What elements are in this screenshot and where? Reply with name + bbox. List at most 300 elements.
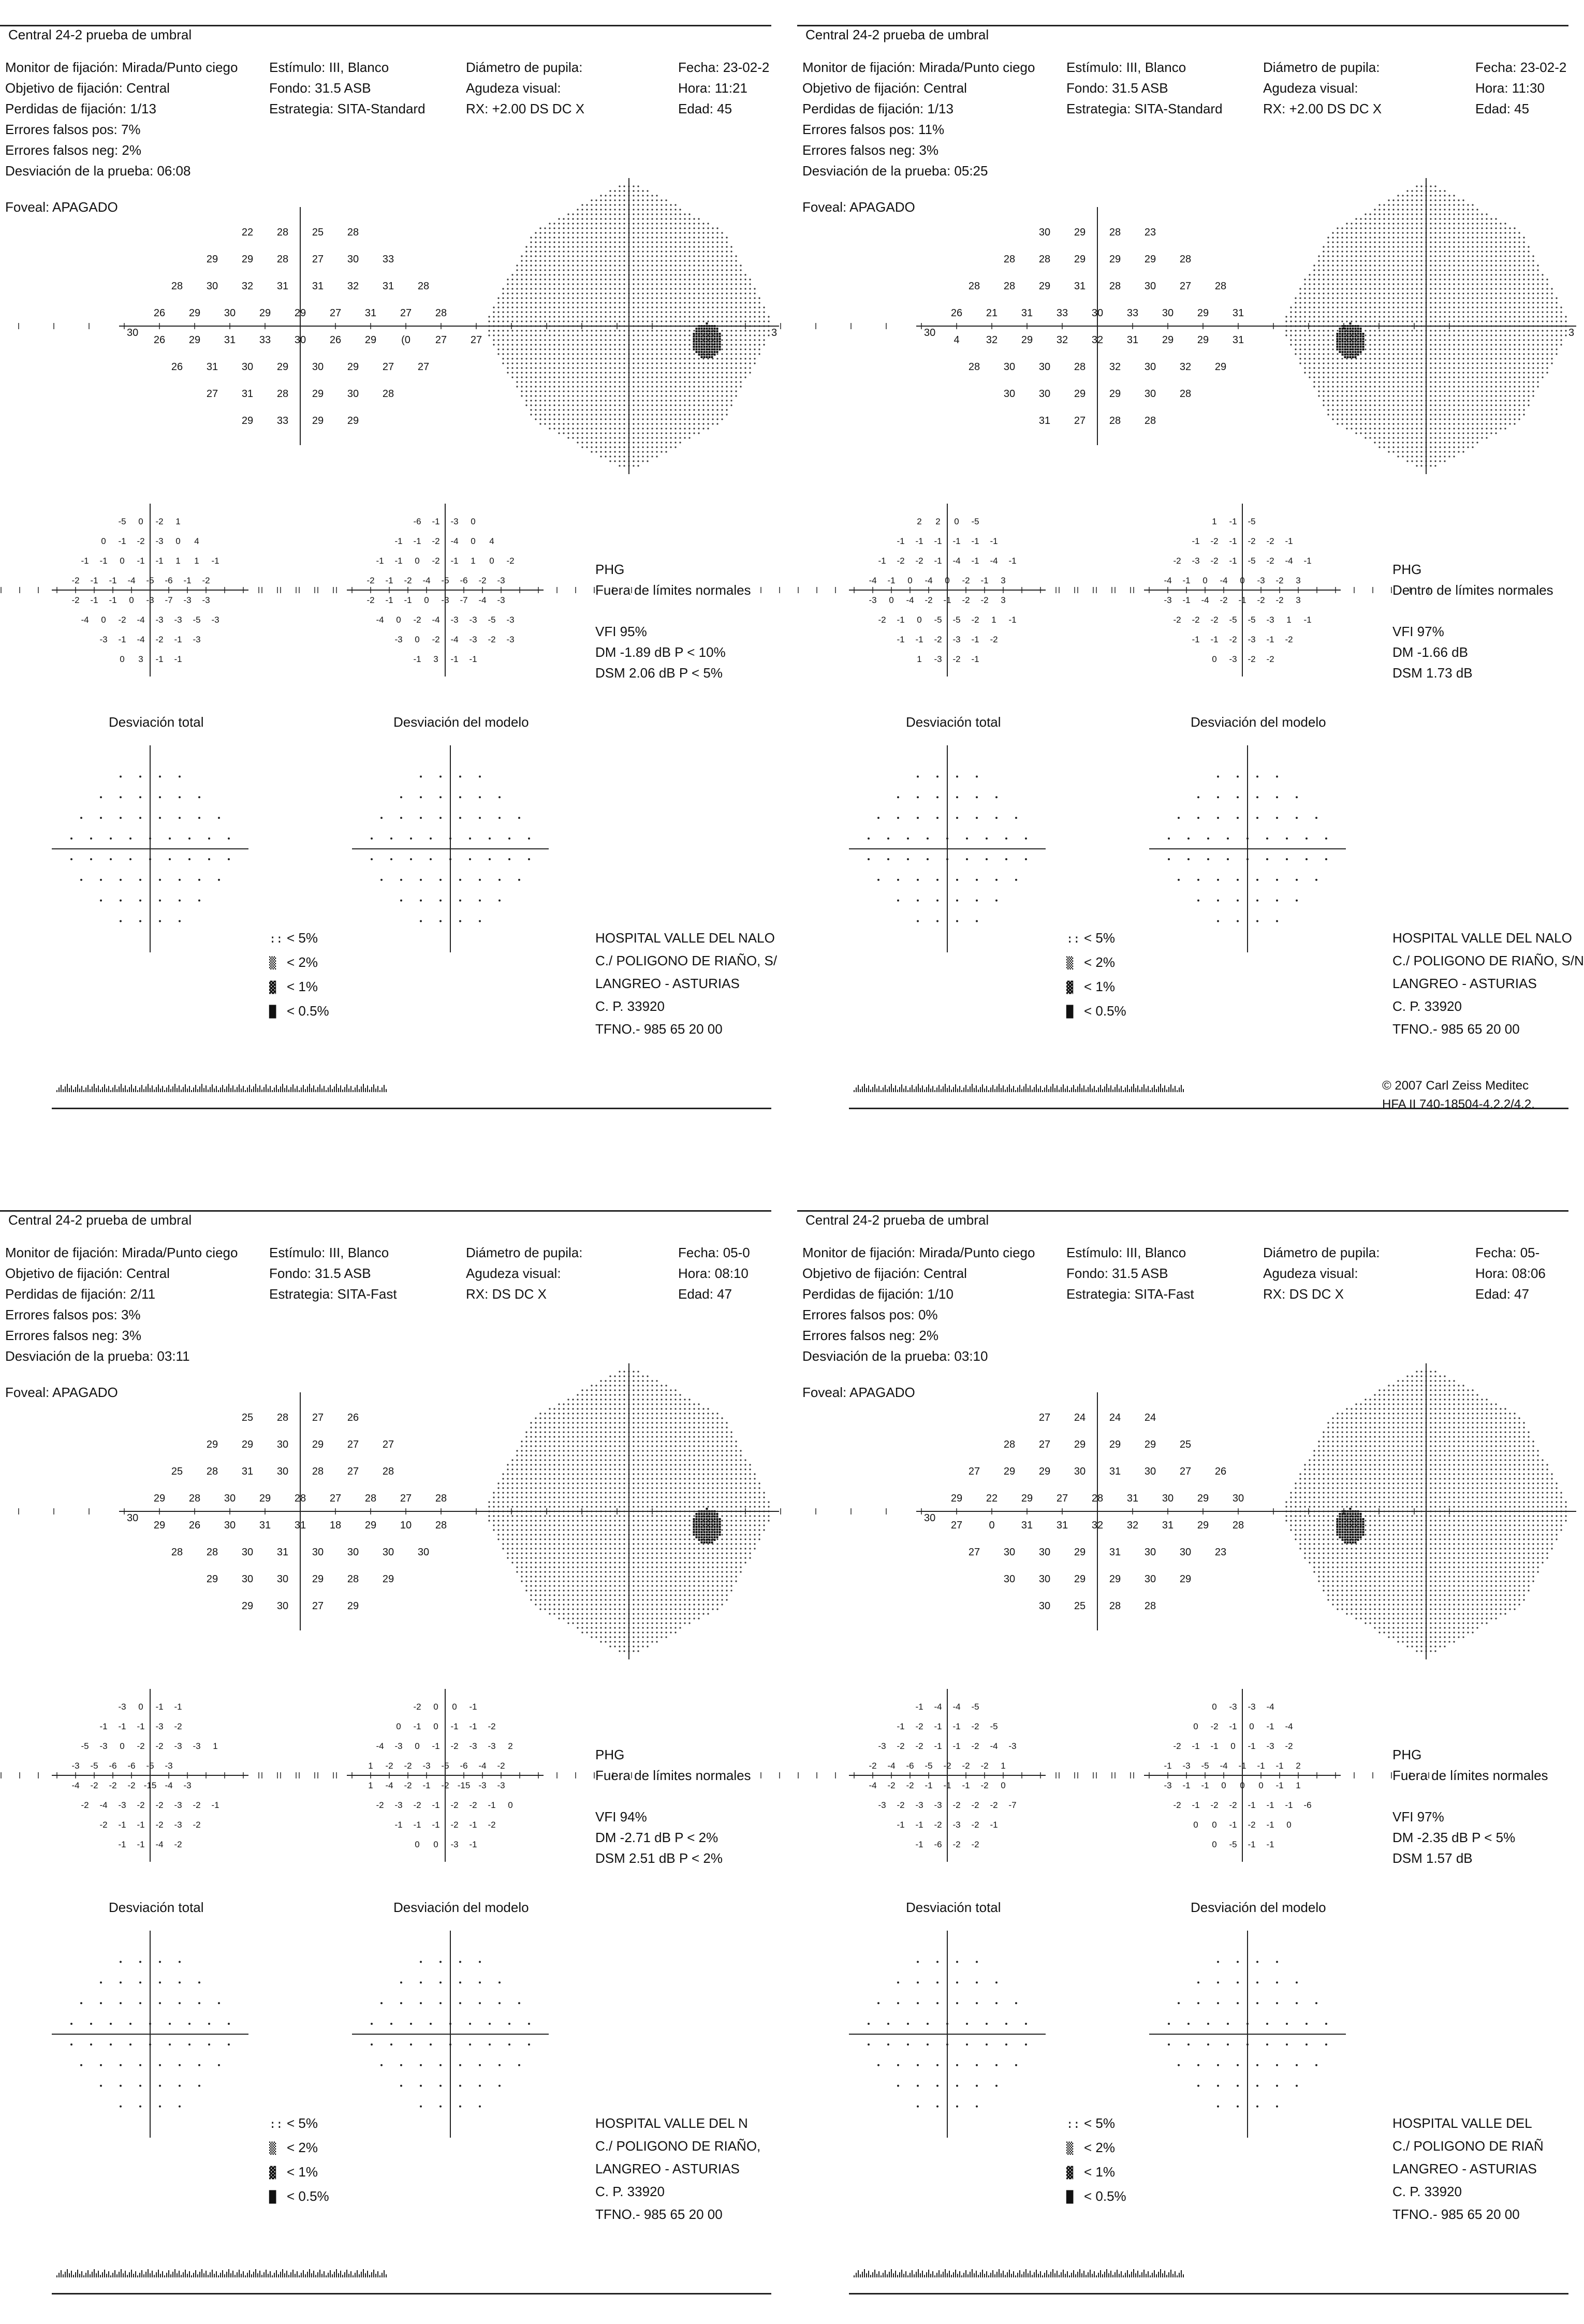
field-dot [698, 278, 699, 280]
field-dot [1462, 330, 1464, 331]
field-dot [558, 381, 560, 383]
field-dot [1318, 344, 1319, 345]
field-dot [1528, 292, 1529, 294]
field-dot [661, 232, 662, 233]
field-dot [698, 237, 699, 238]
field-dot [1416, 320, 1417, 322]
field-dot [693, 274, 695, 275]
field-dot [661, 339, 662, 341]
field-dot [539, 400, 541, 401]
field-dot [674, 218, 676, 219]
legend-symbol-icon: ▓ [269, 977, 287, 999]
field-dot [735, 376, 737, 378]
field-dot [553, 372, 555, 373]
field-dot [1402, 227, 1403, 229]
field-dot [1397, 204, 1399, 205]
field-dot [572, 437, 574, 438]
field-dot [1532, 288, 1534, 289]
field-dot [642, 213, 643, 215]
field-dot [754, 339, 755, 341]
field-dot [549, 353, 550, 355]
field-dot [1504, 320, 1506, 322]
field-dot [1420, 306, 1422, 308]
field-dot [1411, 311, 1413, 313]
grid-value: -4 [450, 536, 458, 546]
field-dot [549, 344, 550, 345]
grid-value: 30 [242, 361, 253, 373]
field-dot [619, 442, 620, 443]
field-dot [595, 232, 597, 233]
field-dot [1453, 320, 1455, 322]
field-dot [544, 386, 546, 387]
field-dot [642, 353, 643, 355]
field-dot [1327, 320, 1329, 322]
field-dot [1546, 306, 1548, 308]
field-dot [619, 372, 620, 373]
field-dot [581, 437, 583, 438]
field-dot [1537, 278, 1538, 280]
field-dot [1542, 316, 1543, 317]
field-dot [721, 302, 723, 303]
field-dot [693, 395, 695, 396]
field-dot [563, 372, 564, 373]
field-dot [1346, 255, 1347, 257]
field-dot [605, 292, 606, 294]
field-dot [567, 404, 569, 406]
blind-spot-mark [693, 335, 695, 337]
field-dot [730, 246, 732, 247]
field-dot [614, 223, 615, 224]
field-dot [586, 381, 588, 383]
field-dot [633, 395, 634, 396]
field-dot [1318, 274, 1319, 275]
grid-value: 30 [347, 388, 359, 400]
field-dot [535, 241, 536, 243]
grid-value: 31 [1021, 307, 1033, 319]
field-dot [609, 460, 611, 462]
field-dot [749, 302, 751, 303]
field-dot [665, 241, 667, 243]
field-dot [1388, 283, 1389, 285]
field-dot [679, 423, 681, 424]
field-dot [553, 237, 555, 238]
field-dot [1411, 297, 1413, 299]
field-dot [605, 213, 606, 215]
field-dot [530, 278, 532, 280]
field-dot [651, 241, 653, 243]
field-dot [1397, 241, 1399, 243]
field-dot [1365, 288, 1366, 289]
grid-value: 28 [1109, 415, 1121, 426]
field-dot [1430, 283, 1431, 285]
field-dot [591, 437, 592, 438]
blind-spot-mark [706, 341, 708, 343]
field-dot [1323, 264, 1324, 266]
field-dot [525, 358, 527, 359]
field-dot [609, 381, 611, 383]
field-dot [549, 283, 550, 285]
field-dot [535, 246, 536, 247]
field-dot [698, 381, 699, 383]
field-dot [716, 227, 718, 229]
field-dot [1304, 339, 1306, 341]
field-dot [1313, 316, 1315, 317]
field-dot [1360, 255, 1361, 257]
prob-point [479, 775, 481, 777]
field-dot [595, 362, 597, 364]
field-dot [1439, 269, 1441, 271]
field-dot [563, 218, 564, 219]
field-dot [1453, 237, 1455, 238]
field-dot [1462, 278, 1464, 280]
field-dot [614, 213, 615, 215]
field-dot [619, 288, 620, 289]
field-dot [1467, 274, 1469, 275]
info-line: Fondo: 31.5 ASB [1066, 78, 1223, 98]
field-dot [735, 390, 737, 392]
field-dot [651, 386, 653, 387]
field-dot [749, 288, 751, 289]
field-dot [749, 316, 751, 317]
field-dot [1383, 283, 1385, 285]
field-dot [633, 297, 634, 299]
field-dot [679, 334, 681, 336]
field-dot [1313, 306, 1315, 308]
field-dot [535, 418, 536, 420]
field-dot [693, 269, 695, 271]
field-dot [614, 432, 615, 434]
blind-spot-mark [716, 328, 718, 330]
field-dot [544, 344, 546, 345]
field-dot [1411, 260, 1413, 261]
field-dot [581, 306, 583, 308]
field-dot [595, 381, 597, 383]
field-dot [535, 414, 536, 415]
field-dot [651, 213, 653, 215]
field-dot [1462, 232, 1464, 233]
field-dot [1467, 306, 1469, 308]
field-dot [544, 316, 546, 317]
field-dot [674, 432, 676, 434]
field-dot [600, 390, 602, 392]
field-dot [1444, 237, 1445, 238]
field-dot [1406, 334, 1408, 336]
blind-spot-mark [711, 348, 713, 350]
field-dot [1365, 353, 1366, 355]
field-dot [595, 344, 597, 345]
field-dot [1430, 185, 1431, 187]
field-dot [1397, 218, 1399, 219]
field-dot [605, 264, 606, 266]
field-dot [637, 223, 639, 224]
field-dot [1365, 251, 1366, 252]
field-dot [1369, 334, 1371, 336]
field-dot [1430, 353, 1431, 355]
field-dot [1416, 344, 1417, 345]
field-dot [516, 306, 518, 308]
prob-point [420, 900, 422, 902]
field-dot [1351, 274, 1352, 275]
blind-spot-mark [714, 333, 716, 335]
field-dot [614, 339, 615, 341]
field-dot [1313, 320, 1315, 322]
grid-value: -4 [422, 576, 430, 585]
field-dot [502, 358, 504, 359]
field-dot [1416, 306, 1417, 308]
field-dot [1495, 306, 1497, 308]
field-dot [693, 283, 695, 285]
field-dot [1318, 278, 1319, 280]
field-dot [581, 223, 583, 224]
field-dot [530, 344, 532, 345]
field-dot [1458, 302, 1459, 303]
field-dot [1514, 348, 1515, 350]
field-dot [1439, 297, 1441, 299]
field-dot [591, 320, 592, 322]
field-dot [661, 320, 662, 322]
field-dot [591, 330, 592, 331]
field-dot [1430, 320, 1431, 322]
field-dot [665, 442, 667, 443]
field-dot [670, 409, 671, 410]
field-dot [609, 344, 611, 345]
field-dot [605, 339, 606, 341]
field-dot [1458, 264, 1459, 266]
field-dot [600, 283, 602, 285]
field-dot [702, 288, 704, 289]
field-dot [572, 386, 574, 387]
field-dot [497, 330, 499, 331]
field-dot [1560, 311, 1562, 313]
field-dot [1378, 344, 1380, 345]
field-dot [1453, 227, 1455, 229]
field-dot [1500, 339, 1501, 341]
field-dot [1327, 246, 1329, 247]
field-dot [1453, 232, 1455, 233]
field-dot [521, 278, 522, 280]
field-dot [1523, 292, 1524, 294]
grid-value: -2 [413, 615, 421, 625]
field-dot [511, 372, 513, 373]
field-dot [1327, 255, 1329, 257]
field-dot [1388, 278, 1389, 280]
field-dot [698, 288, 699, 289]
field-dot [539, 395, 541, 396]
field-dot [1388, 297, 1389, 299]
field-dot [674, 320, 676, 322]
field-dot [1458, 334, 1459, 336]
field-dot [716, 311, 718, 313]
grid-value: 28 [1145, 415, 1156, 426]
field-dot [493, 306, 494, 308]
field-dot [1402, 297, 1403, 299]
grid-value: -4 [81, 615, 89, 625]
field-dot [567, 423, 569, 424]
field-dot [539, 320, 541, 322]
field-dot [735, 316, 737, 317]
field-dot [609, 209, 611, 210]
field-dot [1374, 288, 1375, 289]
field-dot [511, 358, 513, 359]
field-dot [549, 297, 550, 299]
field-dot [581, 344, 583, 345]
field-dot [656, 404, 657, 406]
field-dot [1351, 237, 1352, 238]
field-dot [1290, 344, 1292, 345]
field-dot [609, 395, 611, 396]
field-dot [572, 241, 574, 243]
field-dot [1537, 348, 1538, 350]
field-dot [1565, 320, 1566, 322]
field-dot [553, 288, 555, 289]
field-dot [656, 348, 657, 350]
field-dot [730, 278, 732, 280]
field-dot [1392, 334, 1394, 336]
field-dot [619, 316, 620, 317]
field-dot [567, 376, 569, 378]
field-dot [586, 213, 588, 215]
field-dot [1392, 339, 1394, 341]
field-dot [1369, 330, 1371, 331]
field-dot [1346, 227, 1347, 229]
field-dot [674, 339, 676, 341]
field-dot [507, 334, 508, 336]
field-dot [521, 316, 522, 317]
field-dot [647, 339, 648, 341]
field-dot [1546, 348, 1548, 350]
field-dot [544, 227, 546, 229]
field-dot [702, 251, 704, 252]
field-dot [619, 269, 620, 271]
field-dot [614, 418, 615, 420]
field-dot [651, 278, 653, 280]
field-dot [1518, 348, 1520, 350]
field-dot [1406, 311, 1408, 313]
field-dot [768, 330, 769, 331]
field-dot [674, 302, 676, 303]
field-dot [1486, 278, 1487, 280]
dm-value: DM -1.89 dB P < 10% [595, 642, 751, 663]
field-dot [1467, 232, 1469, 233]
field-dot [1323, 297, 1324, 299]
field-dot [623, 409, 625, 410]
field-dot [647, 288, 648, 289]
field-dot [637, 218, 639, 219]
field-dot [1309, 316, 1310, 317]
field-dot [553, 414, 555, 415]
field-dot [558, 386, 560, 387]
field-dot [1546, 344, 1548, 345]
field-dot [1532, 260, 1534, 261]
field-dot [1462, 199, 1464, 201]
field-dot [511, 297, 513, 299]
field-dot [581, 376, 583, 378]
grid-value: 28 [277, 227, 288, 238]
field-dot [1402, 339, 1403, 341]
field-dot [530, 390, 532, 392]
field-dot [1430, 232, 1431, 233]
field-dot [1518, 334, 1520, 336]
field-dot [637, 372, 639, 373]
field-dot [702, 241, 704, 243]
field-dot [661, 251, 662, 252]
field-dot [712, 372, 713, 373]
field-dot [637, 367, 639, 369]
field-dot [698, 218, 699, 219]
field-dot [525, 376, 527, 378]
field-dot [661, 409, 662, 410]
field-dot [558, 339, 560, 341]
field-dot [716, 302, 718, 303]
field-dot [591, 269, 592, 271]
field-dot [633, 437, 634, 438]
field-dot [1378, 306, 1380, 308]
field-dot [1365, 283, 1366, 285]
field-dot [1486, 348, 1487, 350]
field-dot [647, 330, 648, 331]
field-dot [1406, 232, 1408, 233]
field-dot [1514, 269, 1515, 271]
prob-point [528, 858, 530, 860]
field-dot [1504, 246, 1506, 247]
field-dot [670, 339, 671, 341]
field-dot [1360, 241, 1361, 243]
field-dot [623, 255, 625, 257]
field-dot [1430, 246, 1431, 247]
field-dot [1337, 232, 1338, 233]
prob-point [489, 858, 491, 860]
field-dot [563, 283, 564, 285]
prob-point [518, 879, 520, 881]
field-dot [1309, 292, 1310, 294]
field-dot [567, 372, 569, 373]
field-dot [567, 386, 569, 387]
field-dot [726, 395, 727, 396]
field-dot [1500, 274, 1501, 275]
field-dot [609, 423, 611, 424]
field-dot [614, 367, 615, 369]
field-dot [549, 306, 550, 308]
field-dot [1420, 334, 1422, 336]
field-dot [581, 428, 583, 429]
field-dot [1290, 330, 1292, 331]
field-dot [721, 251, 723, 252]
field-dot [1299, 330, 1301, 331]
field-dot [614, 376, 615, 378]
field-dot [1318, 339, 1319, 341]
field-dot [1439, 278, 1441, 280]
field-dot [1462, 283, 1464, 285]
field-dot [637, 437, 639, 438]
field-dot [1313, 274, 1315, 275]
field-dot [605, 255, 606, 257]
prob-point [479, 900, 481, 902]
field-dot [1378, 339, 1380, 341]
field-dot [1416, 251, 1417, 252]
field-dot [1486, 264, 1487, 266]
field-dot [1458, 278, 1459, 280]
axis-label-left: 30 [924, 325, 935, 341]
field-dot [572, 283, 574, 285]
field-dot [530, 409, 532, 410]
field-dot [647, 358, 648, 359]
field-dot [1388, 269, 1389, 271]
field-dot [721, 278, 723, 280]
grid-value: -4 [450, 635, 458, 644]
field-dot [539, 260, 541, 261]
field-dot [707, 381, 709, 383]
axis-label-right: 3 [1568, 325, 1574, 341]
